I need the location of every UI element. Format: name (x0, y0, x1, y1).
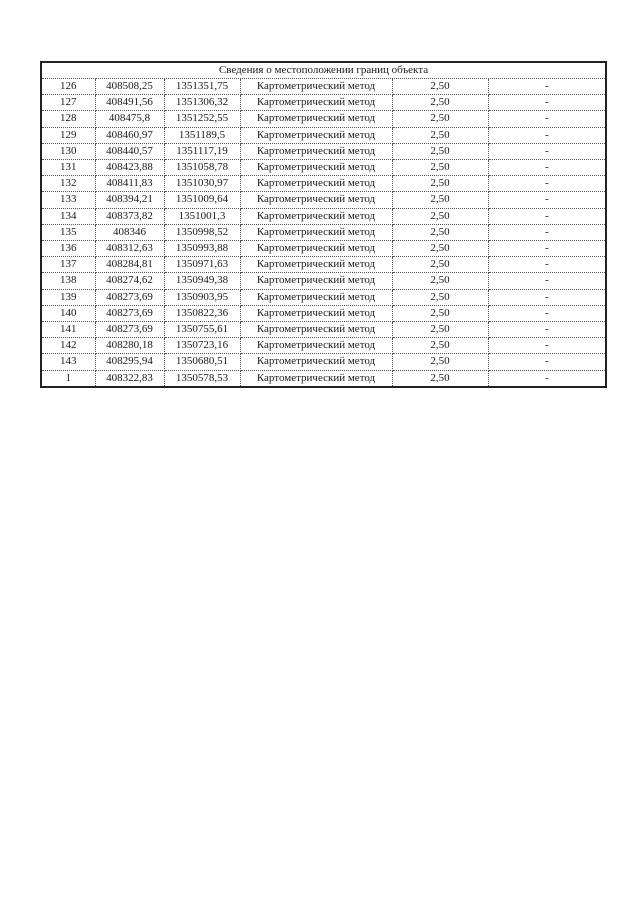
description-cell: - (488, 370, 605, 386)
point-number-cell: 137 (42, 257, 95, 273)
coordinate-y-cell: 1350680,51 (164, 354, 240, 370)
description-cell: - (488, 111, 605, 127)
table-row (42, 160, 605, 176)
description-cell: - (488, 338, 605, 354)
accuracy-cell: 2,50 (392, 160, 488, 176)
description-cell: - (488, 257, 605, 273)
coordinate-y-cell: 1350949,38 (164, 273, 240, 289)
table-row (42, 224, 605, 240)
table-row (42, 338, 605, 354)
coordinate-x-cell: 408411,83 (95, 176, 164, 192)
coordinate-x-cell: 408440,57 (95, 143, 164, 159)
accuracy-cell: 2,50 (392, 289, 488, 305)
coordinate-y-cell: 1350998,52 (164, 224, 240, 240)
coordinate-y-cell: 1351001,3 (164, 208, 240, 224)
method-cell: Картометрический метод (240, 95, 392, 111)
point-number-cell: 1 (42, 370, 95, 386)
table-row (42, 289, 605, 305)
method-cell: Картометрический метод (240, 338, 392, 354)
description-cell: - (488, 273, 605, 289)
accuracy-cell: 2,50 (392, 338, 488, 354)
accuracy-cell: 2,50 (392, 257, 488, 273)
point-number-cell: 134 (42, 208, 95, 224)
coordinate-y-cell: 1350993,88 (164, 241, 240, 257)
point-number-cell: 131 (42, 160, 95, 176)
method-cell: Картометрический метод (240, 79, 392, 95)
accuracy-cell: 2,50 (392, 95, 488, 111)
table-body (42, 79, 605, 386)
accuracy-cell: 2,50 (392, 127, 488, 143)
table-row (42, 273, 605, 289)
coordinate-y-cell: 1351252,55 (164, 111, 240, 127)
method-cell: Картометрический метод (240, 370, 392, 386)
coordinate-y-cell: 1351351,75 (164, 79, 240, 95)
accuracy-cell: 2,50 (392, 370, 488, 386)
accuracy-cell: 2,50 (392, 111, 488, 127)
method-cell: Картометрический метод (240, 354, 392, 370)
point-number-cell: 128 (42, 111, 95, 127)
method-cell: Картометрический метод (240, 289, 392, 305)
description-cell: - (488, 241, 605, 257)
coordinate-x-cell: 408273,69 (95, 322, 164, 338)
coordinate-x-cell: 408394,21 (95, 192, 164, 208)
method-cell: Картометрический метод (240, 192, 392, 208)
table-row (42, 322, 605, 338)
coordinate-x-cell: 408295,94 (95, 354, 164, 370)
accuracy-cell: 2,50 (392, 79, 488, 95)
accuracy-cell: 2,50 (392, 143, 488, 159)
coordinate-x-cell: 408475,8 (95, 111, 164, 127)
table-row (42, 95, 605, 111)
accuracy-cell: 2,50 (392, 208, 488, 224)
coordinate-x-cell: 408460,97 (95, 127, 164, 143)
table-row (42, 79, 605, 95)
description-cell: - (488, 127, 605, 143)
coordinate-y-cell: 1350578,53 (164, 370, 240, 386)
table-row (42, 257, 605, 273)
accuracy-cell: 2,50 (392, 305, 488, 321)
method-cell: Картометрический метод (240, 241, 392, 257)
method-cell: Картометрический метод (240, 305, 392, 321)
point-number-cell: 138 (42, 273, 95, 289)
coordinate-x-cell: 408373,82 (95, 208, 164, 224)
method-cell: Картометрический метод (240, 208, 392, 224)
table-row (42, 241, 605, 257)
table-title-row (42, 63, 605, 79)
description-cell: - (488, 208, 605, 224)
point-number-cell: 133 (42, 192, 95, 208)
point-number-cell: 135 (42, 224, 95, 240)
coordinate-x-cell: 408284,81 (95, 257, 164, 273)
table-row (42, 143, 605, 159)
point-number-cell: 130 (42, 143, 95, 159)
coordinate-x-cell: 408346 (95, 224, 164, 240)
table-row (42, 111, 605, 127)
description-cell: - (488, 322, 605, 338)
coordinate-y-cell: 1351030,97 (164, 176, 240, 192)
method-cell: Картометрический метод (240, 176, 392, 192)
table-row (42, 127, 605, 143)
table-row (42, 208, 605, 224)
coordinate-x-cell: 408273,69 (95, 289, 164, 305)
coordinate-y-cell: 1350755,61 (164, 322, 240, 338)
table-row (42, 370, 605, 386)
boundary-table-frame (40, 61, 607, 388)
coordinate-y-cell: 1351189,5 (164, 127, 240, 143)
method-cell: Картометрический метод (240, 273, 392, 289)
coordinate-y-cell: 1351058,78 (164, 160, 240, 176)
accuracy-cell: 2,50 (392, 176, 488, 192)
table-row (42, 305, 605, 321)
boundary-coordinates-table (42, 63, 605, 386)
table-title: Сведения о местоположении границ объекта (42, 63, 605, 79)
description-cell: - (488, 95, 605, 111)
point-number-cell: 140 (42, 305, 95, 321)
coordinate-y-cell: 1351306,32 (164, 95, 240, 111)
point-number-cell: 143 (42, 354, 95, 370)
description-cell: - (488, 224, 605, 240)
coordinate-x-cell: 408273,69 (95, 305, 164, 321)
description-cell: - (488, 176, 605, 192)
description-cell: - (488, 289, 605, 305)
coordinate-x-cell: 408322,83 (95, 370, 164, 386)
accuracy-cell: 2,50 (392, 192, 488, 208)
point-number-cell: 139 (42, 289, 95, 305)
coordinate-y-cell: 1350971,63 (164, 257, 240, 273)
coordinate-y-cell: 1351117,19 (164, 143, 240, 159)
method-cell: Картометрический метод (240, 322, 392, 338)
point-number-cell: 142 (42, 338, 95, 354)
table-row (42, 192, 605, 208)
accuracy-cell: 2,50 (392, 322, 488, 338)
coordinate-y-cell: 1350903,95 (164, 289, 240, 305)
coordinate-x-cell: 408274,62 (95, 273, 164, 289)
coordinate-x-cell: 408491,56 (95, 95, 164, 111)
accuracy-cell: 2,50 (392, 273, 488, 289)
point-number-cell: 136 (42, 241, 95, 257)
description-cell: - (488, 192, 605, 208)
description-cell: - (488, 79, 605, 95)
point-number-cell: 126 (42, 79, 95, 95)
point-number-cell: 129 (42, 127, 95, 143)
table-row (42, 176, 605, 192)
method-cell: Картометрический метод (240, 224, 392, 240)
coordinate-x-cell: 408508,25 (95, 79, 164, 95)
coordinate-x-cell: 408423,88 (95, 160, 164, 176)
method-cell: Картометрический метод (240, 257, 392, 273)
point-number-cell: 127 (42, 95, 95, 111)
accuracy-cell: 2,50 (392, 224, 488, 240)
coordinate-x-cell: 408312,63 (95, 241, 164, 257)
coordinate-y-cell: 1351009,64 (164, 192, 240, 208)
description-cell: - (488, 160, 605, 176)
table-row (42, 354, 605, 370)
description-cell: - (488, 305, 605, 321)
coordinate-y-cell: 1350822,36 (164, 305, 240, 321)
accuracy-cell: 2,50 (392, 354, 488, 370)
coordinate-x-cell: 408280,18 (95, 338, 164, 354)
method-cell: Картометрический метод (240, 111, 392, 127)
method-cell: Картометрический метод (240, 127, 392, 143)
description-cell: - (488, 143, 605, 159)
method-cell: Картометрический метод (240, 160, 392, 176)
point-number-cell: 132 (42, 176, 95, 192)
description-cell: - (488, 354, 605, 370)
method-cell: Картометрический метод (240, 143, 392, 159)
point-number-cell: 141 (42, 322, 95, 338)
accuracy-cell: 2,50 (392, 241, 488, 257)
coordinate-y-cell: 1350723,16 (164, 338, 240, 354)
